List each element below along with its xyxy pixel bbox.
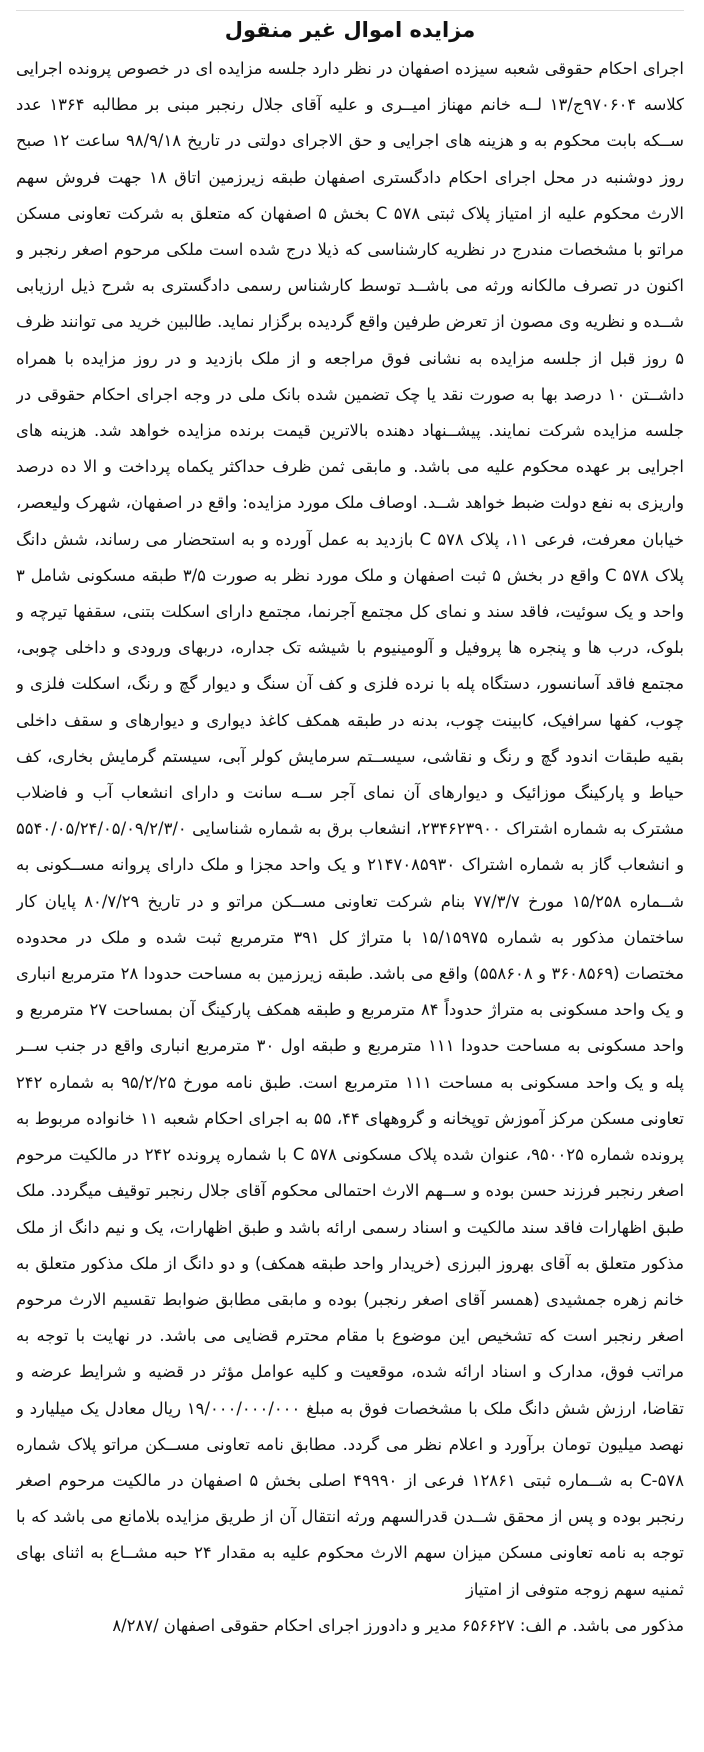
notice-title: مزایده اموال غیر منقول	[224, 18, 476, 42]
notice-footer: مذکور می باشد. م الف: ۶۵۶۶۲۷ مدیر و دادورز اجرای احکام حقوقی اصفهان /۸/۲۸۷	[112, 1615, 684, 1635]
cropped-previous-line	[16, 0, 684, 11]
auction-notice	[16, 0, 684, 1752]
notice-body: اجرای احکام حقوقی شعبه سیزده اصفهان در نظر دارد جلسه مزایده ای در خصوص پرونده اجرایی کلاسه ۹۷۰۶۰۴ج/۱۳ لــه خانم مهناز امیــری و علیه آقای جلال رنجبر مبنی بر مطالبه ۱۳۶۴ عدد ســکه بابت محکوم به و هزینه های اجرایی و حق الاجرای دولتی در تاریخ ۹۸/۹/۱۸ ساعت ۱۲ صبح روز دوشنبه در محل اجرای احکام دادگستری اصفهان طبقه زیرزمین اتاق ۱۸ جهت فروش سهم الارث محکوم علیه از امتیاز پلاک ثبتی ۵۷۸ C بخش ۵ اصفهان که متعلق به شرکت تعاونی مسکن مراتو با مشخصات مندرج در نظریه کارشناسی که ذیلا درج شده است ملکی مرحوم اصغر رنجبر و اکنون در تصرف مالکانه ورثه می باشــد توسط کارشناس رسمی دادگستری به شرح ذیل ارزیابی شــده و نظریه وی مصون از تعرض طرفین واقع گردیده برگزار نماید. طالبین خرید می توانند ظرف ۵ روز قبل از جلسه مزایده به نشانی فوق مراجعه و از ملک بازدید و در روز مزایده با همراه داشــتن ۱۰ درصد بها به صورت نقد یا چک تضمین شده بانک ملی در وجه اجرای احکام حقوقی در جلسه مزایده شرکت نمایند. پیشــنهاد دهنده بالاترین قیمت برنده مزایده خواهد شد. هزینه های اجرایی بر عهده محکوم علیه می باشد. و مابقی ثمن ظرف حداکثر یکماه پرداخت و الا ده درصد واریزی به نفع دولت ضبط خواهد شــد. اوصاف ملک مورد مزایده: واقع در اصفهان، شهرک ولیعصر، خیابان معرفت، فرعی ۱۱، پلاک ۵۷۸ C بازدید به عمل آورده و به استحضار می رساند، شش دانگ پلاک ۵۷۸ C واقع در بخش ۵ ثبت اصفهان و ملک مورد نظر به صورت ۳/۵ طبقه مسکونی شامل ۳ واحد و یک سوئیت، فاقد سند و نمای کل مجتمع آجرنما، مجتمع دارای اسکلت بتنی، سقفها تیرچه و بلوک، درب ها و پنجره ها پروفیل و آلومینیوم با شیشه تک جداره، دربهای ورودی و داخلی چوبی، مجتمع فاقد آسانسور، دستگاه پله با نرده فلزی و کف آن سنگ و دیوار گچ و رنگ، اسکلت فلزی و چوب، کفها سرافیک، کابینت چوب، بدنه در طبقه همکف کاغذ دیواری و دیوارهای و سقف داخلی بقیه طبقات اندود گچ و رنگ و نقاشی، سیســتم سرمایش کولر آبی، سیستم گرمایش بخاری، کف حیاط و پارکینگ موزائیک و دیوارهای آن نمای آجر ســه سانت و دارای انشعاب آب و فاضلاب مشترک به شماره اشتراک ۲۳۴۶۲۳۹۰۰، انشعاب برق به شماره شناسایی ۵۵۴۰/۰۵/۲۴/۰۵/۰۹/۲/۳/۰ و انشعاب گاز به شماره اشتراک ۲۱۴۷۰۸۵۹۳۰ و یک واحد مجزا و ملک دارای پروانه مســکونی به شــماره ۱۵/۲۵۸ مورخ ۷۷/۳/۷ بنام شرکت تعاونی مســکن مراتو و در تاریخ ۸۰/۷/۲۹ پایان کار ساختمان مذکور به شماره ۱۵/۱۵۹۷۵ با متراژ کل ۳۹۱ مترمربع ثبت شده و ملک در محدوده مختصات (۳۶۰۸۵۶۹ و ۵۵۸۶۰۸) واقع می باشد. طبقه زیرزمین به مساحت حدودا ۲۸ مترمربع انباری و یک واحد مسکونی به متراژ حدوداً ۸۴ مترمربع و طبقه همکف پارکینگ آن بمساحت ۲۷ مترمربع و واحد مسکونی به مساحت حدودا ۱۱۱ مترمربع و طبقه اول ۳۰ مترمربع انباری واقع در جنب ســر پله و یک واحد مسکونی به مساحت ۱۱۱ مترمربع است. طبق نامه مورخ ۹۵/۲/۲۵ به شماره ۲۴۲ تعاونی مسکن مرکز آموزش توپخانه و گروههای ۴۴، ۵۵ به اجرای احکام شعبه ۱۱ خانواده مربوط به پرونده شماره ۹۵۰۰۲۵، عنوان شده پلاک مسکونی ۵۷۸ C با شماره پرونده ۲۴۲ در مالکیت مرحوم اصغر رنجبر فرزند حسن بوده و ســهم الارث احتمالی محکوم آقای جلال رنجبر توقیف میگردد. ملک طبق اظهارات فاقد سند مالکیت و اسناد رسمی ارائه باشد و طبق اظهارات، یک و نیم دانگ از ملک مذکور متعلق به آقای بهروز البرزی (خریدار واحد طبقه همکف) و دو دانگ از ملک مذکور متعلق به خانم زهره جمشیدی (همسر آقای اصغر رنجبر) بوده و مابقی مطابق ضوابط تقسیم الارث مرحوم اصغر رنجبر است که تشخیص این موضوع با مقام محترم قضایی می باشد. در نهایت با توجه به مراتب فوق، مدارک و اسناد ارائه شده، موقعیت و کلیه عوامل مؤثر در قضیه و شرایط عرضه و تقاضا، ارزش شش دانگ ملک با مشخصات فوق به مبلغ ۱۹/۰۰۰/۰۰۰/۰۰۰ ریال معادل یک میلیارد و نهصد میلیون تومان برآورد و اعلام نظر می گردد. مطابق نامه تعاونی مســکن مراتو پلاک شماره ۵۷۸-C به شــماره ثبتی ۱۲۸۶۱ فرعی از ۴۹۹۹۰ اصلی بخش ۵ اصفهان در مالکیت مرحوم اصغر رنجبر بوده و پس از محقق شــدن قدرالسهم ورثه انتقال آن از طریق مزایده بلامانع می باشد که با توجه به نامه تعاونی مسکن میزان سهم الارث محکوم علیه به مقدار ۲۴ حبه مشــاع به اثنای بهای ثمنیه سهم زوجه متوفی از امتیاز	[16, 59, 684, 1599]
